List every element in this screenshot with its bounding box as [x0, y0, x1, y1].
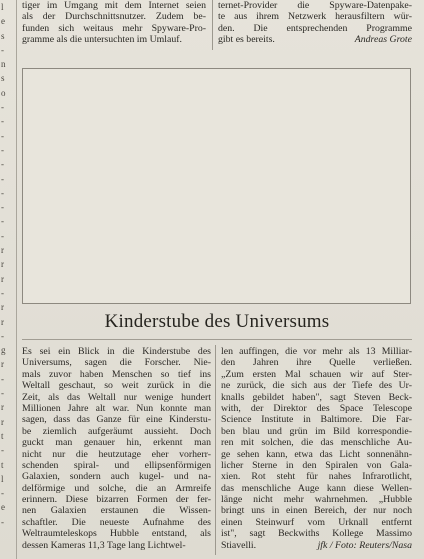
margin-fragment: s	[1, 30, 5, 41]
bottom-column-divider	[215, 345, 216, 555]
text-line	[218, 34, 412, 45]
author-signature: Andreas Grote	[354, 34, 412, 46]
margin-fragment: -	[1, 330, 4, 341]
margin-fragment: -	[1, 144, 4, 155]
margin-fragment: r	[1, 302, 4, 313]
text-line: schaftler. Die neueste Aufnahme des	[22, 516, 211, 528]
text-line: Universums, sagen die Forscher. Nie-	[22, 357, 211, 369]
margin-fragment: e	[1, 502, 5, 513]
text-line: te aus ihrem Netzwerk herausfiltern wür-	[218, 11, 412, 23]
text-line	[221, 540, 412, 551]
text-line: ist", sagt Beckwiths Kollege Massimo	[221, 528, 412, 540]
text-line: ge sehen kann, etwa das Licht sonnenähn-	[221, 448, 412, 460]
margin-fragment: r	[1, 402, 4, 413]
top-column-divider	[212, 0, 213, 50]
text-line: Es sei ein Blick in die Kinderstube des	[22, 346, 211, 357]
text-line: mals zuvor haben Menschen so tief ins	[22, 368, 211, 380]
text-line: sagen, dass das Ganze für eine Kinderstu-	[22, 414, 211, 426]
left-margin-fragments	[0, 0, 14, 559]
margin-fragment: t	[1, 430, 4, 441]
text-line: be ziemlich aufgeräumt aussieht. Doch	[22, 425, 211, 437]
text-line: den. Die entsprechenden Programme	[218, 22, 412, 34]
text-line: erinnern. Diese bizarren Formen der fer-	[22, 494, 211, 506]
margin-fragment: r	[1, 259, 4, 270]
article-column-left	[22, 346, 211, 551]
hubble-photo-frame	[22, 68, 411, 304]
text-line: ne zurück, die sich aus der Tiefe des Ur-	[221, 380, 412, 392]
margin-fragment: l	[1, 473, 4, 484]
margin-fragment: -	[1, 102, 4, 113]
margin-fragment: -	[1, 287, 4, 298]
margin-fragment: r	[1, 273, 4, 284]
text-line: bringt uns in einen Bereich, der nur noch	[221, 505, 412, 517]
text-line: länge nicht mehr wahrnehmen. „Hubble	[221, 494, 412, 506]
margin-fragment: -	[1, 516, 4, 527]
photo-credit: jfk / Foto: Reuters/Nasa	[317, 539, 412, 551]
margin-fragment: -	[1, 445, 4, 456]
text-line-end: Stiavelli.	[221, 539, 257, 551]
text-line: len auffingen, die vor mehr als 13 Milliar-	[221, 346, 412, 357]
headline-rule	[22, 339, 412, 340]
text-line: Weltraumteleskops Hubble entstand, als	[22, 528, 211, 540]
margin-column-rule	[16, 0, 17, 559]
article-headline: Kinderstube des Universums	[104, 311, 330, 332]
margin-fragment: -	[1, 216, 4, 227]
margin-fragment: -	[1, 488, 4, 499]
margin-fragment: o	[1, 87, 6, 98]
text-line: ben blau und grün im Bild korrespondie-	[221, 425, 412, 437]
text-line: dessen Kameras 11,3 Tage lang Lichtwel-	[22, 539, 186, 551]
text-line: Millionen Jahre alt war. Nun konnte man	[22, 402, 211, 414]
text-line: with, der Direktor des Space Telescope	[221, 402, 412, 414]
text-line: Galaxien, sondern auch kugel- und na-	[22, 471, 211, 483]
top-right-article-text	[218, 0, 412, 46]
text-line: Zeit, als das Weltall nur wenige hundert	[22, 391, 211, 403]
margin-fragment: r	[1, 416, 4, 427]
text-line: delförmige und solche, die an Armreife	[22, 482, 211, 494]
text-line: guckt man genauer hin, erkennt man	[22, 437, 211, 449]
margin-fragment: g	[1, 345, 6, 356]
text-line: das menschliche Auge kann diese Wellen-	[221, 482, 412, 494]
margin-fragment: -	[1, 159, 4, 170]
text-line: funden sich weitaus mehr Spyware-Pro-	[22, 22, 206, 34]
text-line: „Zum ersten Mal schauen wir auf Ster-	[221, 368, 412, 380]
text-line: xien. Rot steht für nahes Infrarotlicht,	[221, 471, 412, 483]
text-line: knalls gebildet haben", sagt Steven Beck-	[221, 391, 412, 403]
margin-fragment: t	[1, 459, 4, 470]
margin-fragment: -	[1, 116, 4, 127]
text-line: gramme als die untersuchten im Umlauf.	[22, 34, 182, 46]
margin-fragment: -	[1, 44, 4, 55]
margin-fragment: r	[1, 245, 4, 256]
text-line: ternet-Provider die Spyware-Datenpake-	[218, 0, 412, 11]
margin-fragment: r	[1, 316, 4, 327]
text-line: den Jahren ihre Quelle verließen.	[221, 357, 412, 369]
text-line: Science Institute in Baltimore. Die Far-	[221, 414, 412, 426]
text-line: als der Durchschnittsnutzer. Zudem be-	[22, 11, 206, 23]
article-column-right	[221, 346, 412, 551]
margin-fragment: -	[1, 187, 4, 198]
margin-fragment: n	[1, 59, 6, 70]
margin-fragment: -	[1, 230, 4, 241]
text-line: licher Sterne in den Spiralen von Gala-	[221, 459, 412, 471]
text-line: einen Steinwurf vom Urknall entfernt	[221, 516, 412, 528]
margin-fragment: l	[1, 2, 4, 12]
margin-fragment: -	[1, 130, 4, 141]
margin-fragment: -	[1, 388, 4, 399]
text-line: nicht nur die heutzutage eher vorherr-	[22, 448, 211, 460]
margin-fragment: e	[1, 16, 5, 27]
text-line: schenden spiral- und ellipsenförmigen	[22, 459, 211, 471]
margin-fragment: s	[1, 73, 5, 84]
text-line: tiger im Umgang mit dem Internet seien	[22, 0, 206, 11]
top-left-article-text	[22, 0, 206, 46]
margin-fragment: r	[1, 359, 4, 370]
text-line: ren mit solchen, die das menschliche Au-	[221, 437, 412, 449]
text-line: Weltall geschaut, so weit zurück in die	[22, 380, 211, 392]
margin-fragment: -	[1, 202, 4, 213]
margin-fragment: -	[1, 173, 4, 184]
text-line-end: gibt es bereits.	[218, 34, 275, 46]
margin-fragment: -	[1, 373, 4, 384]
text-line: nen Galaxien erstaunen die Wissen-	[22, 505, 211, 517]
